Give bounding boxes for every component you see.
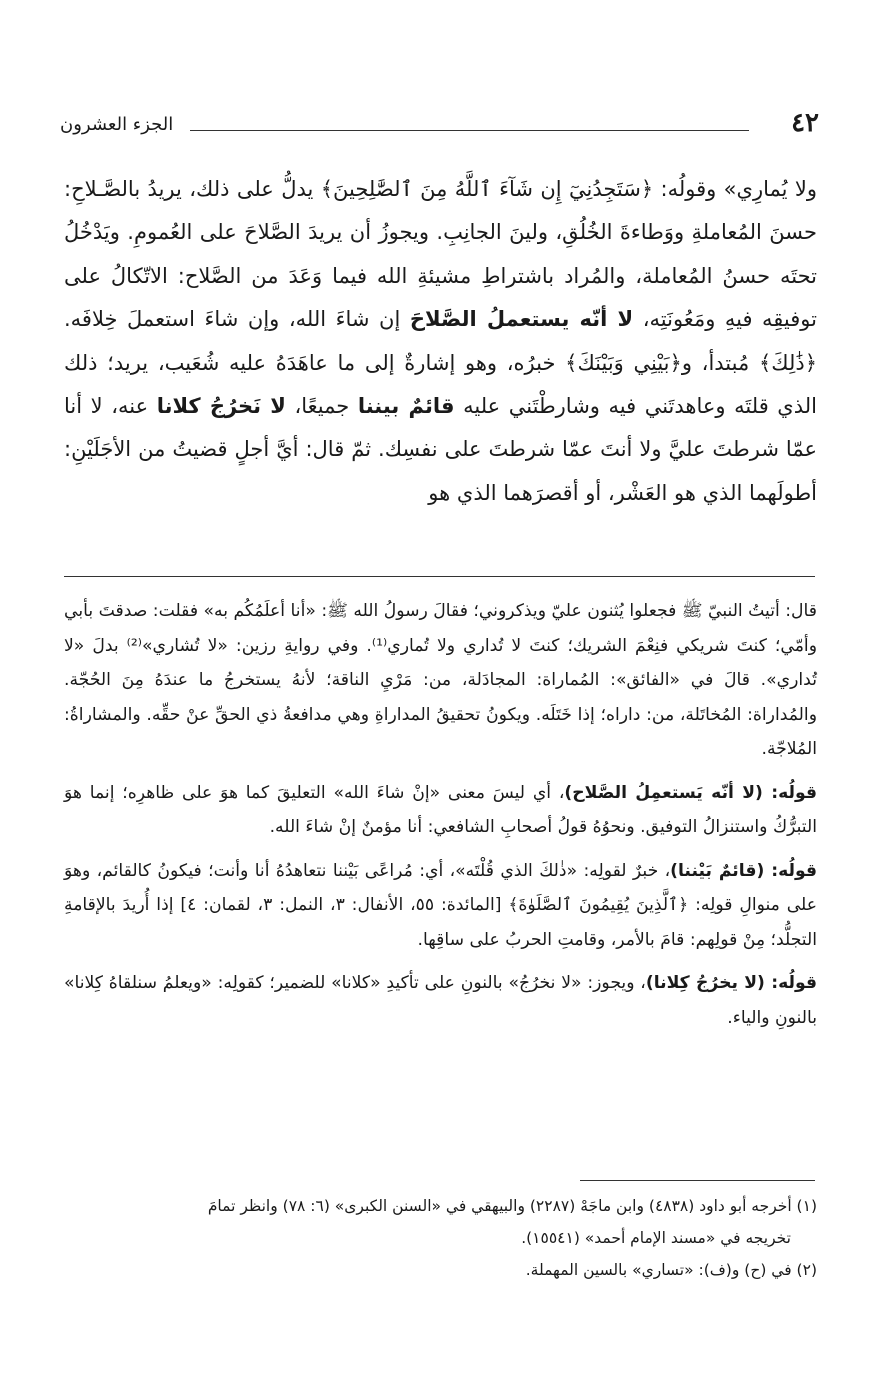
main-text-bold: لا نَخرُجُ كلانا [156, 394, 286, 419]
main-text-run: جميعًا، [285, 394, 358, 419]
main-text-run: عنه، لا أنا عمّا شرطتَ عليَّ ولا أنتَ عمّا شرطتَ على نفسِك. ثمّ قال: أيَّ أجلٍ قضيتُ من الأجَلَيْنِ: أطولَهما الذي هو العَشْر، أو أقصرَهما الذي هو [64, 394, 817, 505]
commentary-lemma: قولُه: (قائمٌ بَيْننا) [670, 860, 818, 881]
commentary-text: ، أي ليسَ معنى «إنْ شاءَ الله» التعليقَ كما هوَ على ظاهرِه؛ إنما هوَ التبرُّكُ واستنزالُ التوفيق. ونحوُهُ قولُ أصحابِ الشافعي: أنا مؤمنٌ إنْ شاءَ الله. [64, 782, 817, 837]
footnote-2: (٢) في (ح) و(ف): «تساري» بالسين المهملة. [525, 1261, 817, 1279]
footnote-1-continued: تخريجه في «مسند الإمام أحمد» (١٥٥٤١). [521, 1229, 791, 1247]
main-text-run: إن شاءَ الله، وإن شاءَ استعملَ خِلافَه. ﴿ذَٰلِكَ﴾ مُبتدأ، و﴿بَيْنِي وَبَيْنَكَ﴾ خبرُه، وهو إشارةٌ إلى ما عاهَدَهُ عليه شُعَيب، يريد؛ ذلك الذي قلتَه وعاهدتَني فيه وشارطْتَني عليه [64, 307, 817, 419]
commentary-text: ، خبرٌ لقولِه: «ذٰلكَ الذي قُلْتَه»، أي: مُراعًى بَيْننا نتعاهدُهُ أنا وأنت؛ فيكونُ كالقائم، وهوَ على منوالِ قولِه: ﴿ٱلَّذِينَ يُقِيمُونَ ٱلصَّلَوٰةَ﴾ [المائدة: ٥٥، الأنفال: ٣، النمل: ٣، لقمان: ٤] إذا أُريدَ بالإقامةِ التجلُّد؛ مِنْ قولِهم: قامَ بالأمر، وقامتِ الحربُ على ساقِها. [64, 860, 817, 950]
page-header [60, 108, 819, 148]
commentary [64, 594, 817, 1044]
commentary-paragraph [64, 966, 817, 1035]
footnotes [64, 1190, 817, 1286]
commentary-paragraph: قال: أتيتُ النبيّ ﷺ فجعلوا يُثنون عليّ ويذكروني؛ فقالَ رسولُ الله ﷺ: «أنا أعلَمُكُم به» فقلت: صدقتَ بأبي وأمّي؛ كنتَ شريكي فنِعْمَ الشريك؛ كنتَ لا تُداري ولا تُماري⁽¹⁾. وفي روايةِ رزين: «لا تُشاري»⁽²⁾ بدلَ «لا تُداري». قالَ في «الفائق»: المُماراة: المجادَلة، من: مَرْيِ الناقة؛ لأنهُ يستخرجُ ما عندَهُ مِنَ الحُجّة. والمُداراة: المُخاتَلة، من: داراه؛ إذا خَتَلَه. ويكونُ تحقيقُ المداراةِ وهي مدافعةُ ذي الحقِّ عنْ حقِّه. والمشاراةُ: المُلاجّة. [64, 601, 818, 759]
main-text-bold: قائمٌ بيننا [357, 394, 455, 419]
commentary-text: ، ويجوز: «لا نخرُجُ» بالنونِ على تأكيدِ «كلانا» للضمير؛ كقولِه: «ويعلمُ سنلقاهُ كِلانا» بالنونِ والياء. [64, 973, 817, 1028]
commentary-lemma: قولُه: (لا أنّه يَستعمِلُ الصَّلاح) [564, 782, 817, 803]
main-text-run: ولا يُمارِي» وقولُه: ﴿سَتَجِدُنِيٓ إِن شَآءَ ٱللَّهُ مِنَ ٱلصَّٰلِحِينَ﴾ يدلُّ على ذلك، يريدُ بالصَّـلاحِ: حسنَ المُعاملةِ ووَطاءةَ الخُلُقِ، ولينَ الجانِبِ. ويجوزُ أن يريدَ الصَّلاحَ على العُمومِ. ويَدْخُلُ تحتَه حسنُ المُعاملة، والمُراد باشتراطِ مشيئةِ الله فيما وَعَدَ من الصَّلاح: الاتّكالُ على توفيقِه فيهِ ومَعُونَتِه، [64, 177, 818, 332]
header-rule [190, 130, 749, 131]
commentary-separator [64, 576, 815, 577]
main-text [64, 168, 817, 515]
commentary-lemma: قولُه: (لا يخرُجُ كِلانا) [645, 973, 817, 993]
footnote-separator [580, 1180, 815, 1181]
footnote-1: (١) أخرجه أبو داود (٤٨٣٨) وابن ماجَهْ (٢٢٨٧) والبيهقي في «السنن الكبرى» (٦: ٧٨) وانظر تمامَ [207, 1197, 817, 1215]
main-text-bold: لا أنّه يستعملُ الصَّلاحَ [409, 307, 634, 332]
main-paragraph [64, 168, 817, 515]
commentary-paragraph [64, 854, 817, 958]
volume-title: الجزء العشرون [60, 114, 174, 135]
page-number: ٤٢ [791, 108, 819, 138]
commentary-paragraph [64, 776, 817, 845]
